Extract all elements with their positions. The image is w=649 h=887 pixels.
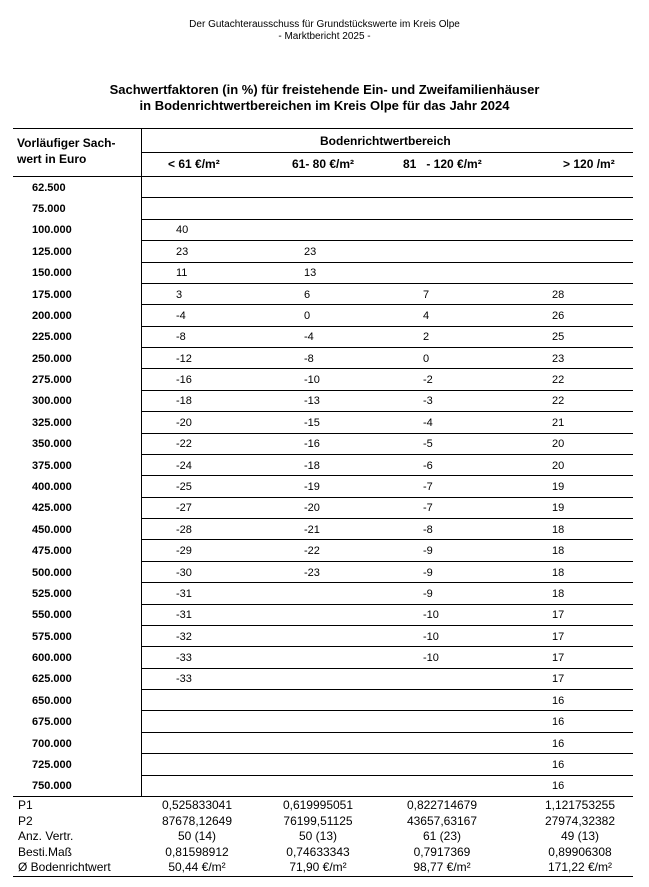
row-value-label: 225.000 xyxy=(32,331,72,344)
row-value-label: 600.000 xyxy=(32,652,72,665)
footer-cell: 50,44 €/m² xyxy=(168,860,226,874)
table-cell: -4 xyxy=(176,309,186,322)
table-cell: 23 xyxy=(304,245,317,258)
table-cell: 4 xyxy=(423,309,430,322)
table-cell: -30 xyxy=(176,566,192,579)
footer-cell: 171,22 €/m² xyxy=(547,860,613,874)
table-cell: -3 xyxy=(423,395,433,408)
table-cell: -19 xyxy=(304,481,320,493)
table-cell: -4 xyxy=(423,416,433,429)
footer-cell: 87678,12649 xyxy=(161,813,233,828)
footer-cell: 0,619995051 xyxy=(282,798,354,812)
table-cell: -5 xyxy=(423,438,433,451)
table-cell: -12 xyxy=(176,352,192,365)
table-cell: -20 xyxy=(304,502,320,515)
column-header-61-80: 61- 80 €/m² xyxy=(292,157,355,171)
table-cell: -18 xyxy=(304,459,320,472)
table-cell: 20 xyxy=(552,438,565,451)
row-value-label: 200.000 xyxy=(32,309,72,322)
row-rule xyxy=(142,304,633,305)
table-cell: 18 xyxy=(552,587,565,600)
table-cell: -9 xyxy=(423,566,433,579)
footer-cell: 1,121753255 xyxy=(544,798,616,812)
table-cell: -20 xyxy=(176,416,192,429)
table-cell: -13 xyxy=(304,395,320,408)
table-cell: 17 xyxy=(552,609,565,622)
table-cell: 16 xyxy=(552,737,565,750)
table-cell: 22 xyxy=(552,395,565,408)
row-rule xyxy=(142,390,633,391)
row-value-label: 700.000 xyxy=(32,737,72,750)
first-col-header-line2: wert in Euro xyxy=(17,152,87,166)
footer-cell: 98,77 €/m² xyxy=(413,860,471,874)
group-header-rule xyxy=(142,152,633,153)
footer-top-rule xyxy=(13,796,633,797)
table-cell: -8 xyxy=(304,352,314,365)
table-cell: -7 xyxy=(423,502,433,515)
row-rule xyxy=(142,561,633,562)
table-cell: -22 xyxy=(176,438,192,451)
row-value-label: 725.000 xyxy=(32,758,72,771)
table-cell: 22 xyxy=(552,374,565,387)
table-cell: 18 xyxy=(552,545,565,558)
footer-cell: 49 (13) xyxy=(560,829,600,843)
table-cell: 19 xyxy=(552,481,565,493)
column-header-81-120: 81 - 120 €/m² xyxy=(403,157,482,171)
table-cell: -31 xyxy=(176,587,192,600)
footer-cell: 0,89906308 xyxy=(548,844,612,859)
table-cell: -21 xyxy=(304,523,320,536)
row-rule xyxy=(142,433,633,434)
row-value-label: 125.000 xyxy=(32,245,72,258)
table-cell: 6 xyxy=(304,288,311,301)
table-cell: -18 xyxy=(176,395,192,408)
row-value-label: 350.000 xyxy=(32,438,72,451)
document-title-line2: in Bodenrichtwertbereichen im Kreis Olpe für das Jahr 2024 xyxy=(139,98,510,113)
row-rule xyxy=(142,347,633,348)
footer-cell: 0,7917369 xyxy=(413,844,471,859)
row-value-label: 62.500 xyxy=(32,181,66,194)
row-rule xyxy=(142,197,633,198)
row-value-label: 675.000 xyxy=(32,716,72,729)
table-cell: 17 xyxy=(552,652,565,665)
row-rule xyxy=(142,539,633,540)
table-cell: -27 xyxy=(176,502,192,515)
table-cell: 2 xyxy=(423,331,430,344)
table-cell: 17 xyxy=(552,673,565,686)
table-cell: -10 xyxy=(423,630,439,643)
row-value-label: 150.000 xyxy=(32,267,72,280)
row-rule xyxy=(142,368,633,369)
table-cell: -16 xyxy=(304,438,320,451)
table-cell: 28 xyxy=(552,288,565,301)
footer-cell: 50 (14) xyxy=(177,829,217,843)
table-cell: -33 xyxy=(176,652,192,665)
report-header-line1: Der Gutachterausschuss für Grundstückswerte im Kreis Olpe xyxy=(189,19,460,30)
table-cell: -8 xyxy=(423,523,433,536)
row-rule xyxy=(142,326,633,327)
column-header-gt120: > 120 /m² xyxy=(563,157,615,171)
row-value-label: 450.000 xyxy=(32,523,72,536)
table-cell: 26 xyxy=(552,309,565,322)
row-rule xyxy=(142,668,633,669)
table-cell: 0 xyxy=(423,352,430,365)
row-value-label: 550.000 xyxy=(32,609,72,622)
row-value-label: 400.000 xyxy=(32,481,72,493)
table-cell: -16 xyxy=(176,374,192,387)
table-cell: -4 xyxy=(304,331,314,344)
table-cell: 18 xyxy=(552,566,565,579)
table-cell: -29 xyxy=(176,545,192,558)
row-rule xyxy=(142,582,633,583)
row-rule xyxy=(142,411,633,412)
footer-label: Ø Bodenrichtwert xyxy=(18,860,111,874)
row-value-label: 625.000 xyxy=(32,673,72,686)
footer-cell: 61 (23) xyxy=(422,829,462,843)
row-value-label: 175.000 xyxy=(32,288,72,301)
table-cell: -24 xyxy=(176,459,192,472)
table-cell: 13 xyxy=(304,267,317,280)
table-cell: 18 xyxy=(552,523,565,536)
row-value-label: 100.000 xyxy=(32,224,72,237)
document-title-line1: Sachwertfaktoren (in %) für freistehende Ein- und Zweifamilienhäuser xyxy=(109,82,540,97)
table-cell: 0 xyxy=(304,309,311,322)
row-rule xyxy=(142,625,633,626)
table-cell: -9 xyxy=(423,545,433,558)
table-cell: 20 xyxy=(552,459,565,472)
footer-cell: 71,90 €/m² xyxy=(289,860,347,874)
table-cell: -33 xyxy=(176,673,192,686)
row-value-label: 275.000 xyxy=(32,374,72,387)
footer-label: Anz. Vertr. xyxy=(18,829,74,843)
table-cell: 23 xyxy=(176,245,189,258)
row-value-label: 325.000 xyxy=(32,416,72,429)
row-value-label: 300.000 xyxy=(32,395,72,408)
row-value-label: 500.000 xyxy=(32,566,72,579)
table-cell: 16 xyxy=(552,716,565,729)
row-rule xyxy=(142,732,633,733)
first-column-divider xyxy=(141,128,142,796)
table-cell: 40 xyxy=(176,224,189,237)
table-cell: -10 xyxy=(423,652,439,665)
row-value-label: 250.000 xyxy=(32,352,72,365)
row-rule xyxy=(142,240,633,241)
table-cell: -15 xyxy=(304,416,320,429)
table-cell: -28 xyxy=(176,523,192,536)
table-cell: 16 xyxy=(552,780,565,793)
footer-cell: 76199,51125 xyxy=(283,813,353,828)
footer-cell: 0,81598912 xyxy=(165,844,229,859)
table-cell: -10 xyxy=(423,609,439,622)
row-value-label: 750.000 xyxy=(32,780,72,793)
table-cell: 21 xyxy=(552,416,565,429)
row-rule xyxy=(142,454,633,455)
first-col-header-line1: Vorläufiger Sach- xyxy=(17,136,116,150)
footer-cell: 27974,32382 xyxy=(544,813,616,828)
row-value-label: 575.000 xyxy=(32,630,72,643)
column-header-lt61: < 61 €/m² xyxy=(168,157,220,171)
table-cell: -8 xyxy=(176,331,186,344)
table-cell: -31 xyxy=(176,609,192,622)
footer-label: P1 xyxy=(18,798,33,812)
row-value-label: 425.000 xyxy=(32,502,72,515)
table-cell: -23 xyxy=(304,566,320,579)
table-cell: 19 xyxy=(552,502,565,515)
table-bottom-rule xyxy=(13,876,633,877)
row-rule xyxy=(142,219,633,220)
table-cell: 25 xyxy=(552,331,565,344)
table-cell: -25 xyxy=(176,481,192,493)
row-rule xyxy=(142,497,633,498)
row-rule xyxy=(142,775,633,776)
row-rule xyxy=(142,475,633,476)
row-value-label: 475.000 xyxy=(32,545,72,558)
table-cell: 7 xyxy=(423,288,430,301)
table-cell: -32 xyxy=(176,630,192,643)
row-value-label: 375.000 xyxy=(32,459,72,472)
header-bottom-rule xyxy=(13,176,633,177)
row-rule xyxy=(142,710,633,711)
row-rule xyxy=(142,689,633,690)
table-cell: 16 xyxy=(552,694,565,707)
footer-cell: 43657,63167 xyxy=(406,813,478,828)
footer-cell: 0,822714679 xyxy=(406,798,478,812)
table-cell: 16 xyxy=(552,758,565,771)
row-rule xyxy=(142,753,633,754)
footer-cell: 0,74633343 xyxy=(286,844,350,859)
row-rule xyxy=(142,283,633,284)
table-cell: -7 xyxy=(423,481,433,493)
table-cell: -22 xyxy=(304,545,320,558)
report-header-line2: - Marktbericht 2025 - xyxy=(278,31,371,42)
group-header: Bodenrichtwertbereich xyxy=(320,134,451,148)
row-rule xyxy=(142,262,633,263)
table-cell: 17 xyxy=(552,630,565,643)
row-value-label: 525.000 xyxy=(32,587,72,600)
table-cell: -9 xyxy=(423,587,433,600)
row-rule xyxy=(142,604,633,605)
table-top-rule xyxy=(13,128,633,129)
table-cell: 23 xyxy=(552,352,565,365)
table-cell: -6 xyxy=(423,459,433,472)
table-cell: -10 xyxy=(304,374,320,387)
footer-label: Besti.Maß xyxy=(18,844,73,859)
table-cell: -2 xyxy=(423,374,433,387)
footer-cell: 0,525833041 xyxy=(161,798,233,812)
row-rule xyxy=(142,518,633,519)
table-cell: 11 xyxy=(176,267,188,280)
table-cell: 3 xyxy=(176,288,183,301)
row-value-label: 650.000 xyxy=(32,694,72,707)
footer-cell: 50 (13) xyxy=(298,829,338,843)
footer-label: P2 xyxy=(18,813,33,828)
row-rule xyxy=(142,646,633,647)
row-value-label: 75.000 xyxy=(32,203,66,216)
